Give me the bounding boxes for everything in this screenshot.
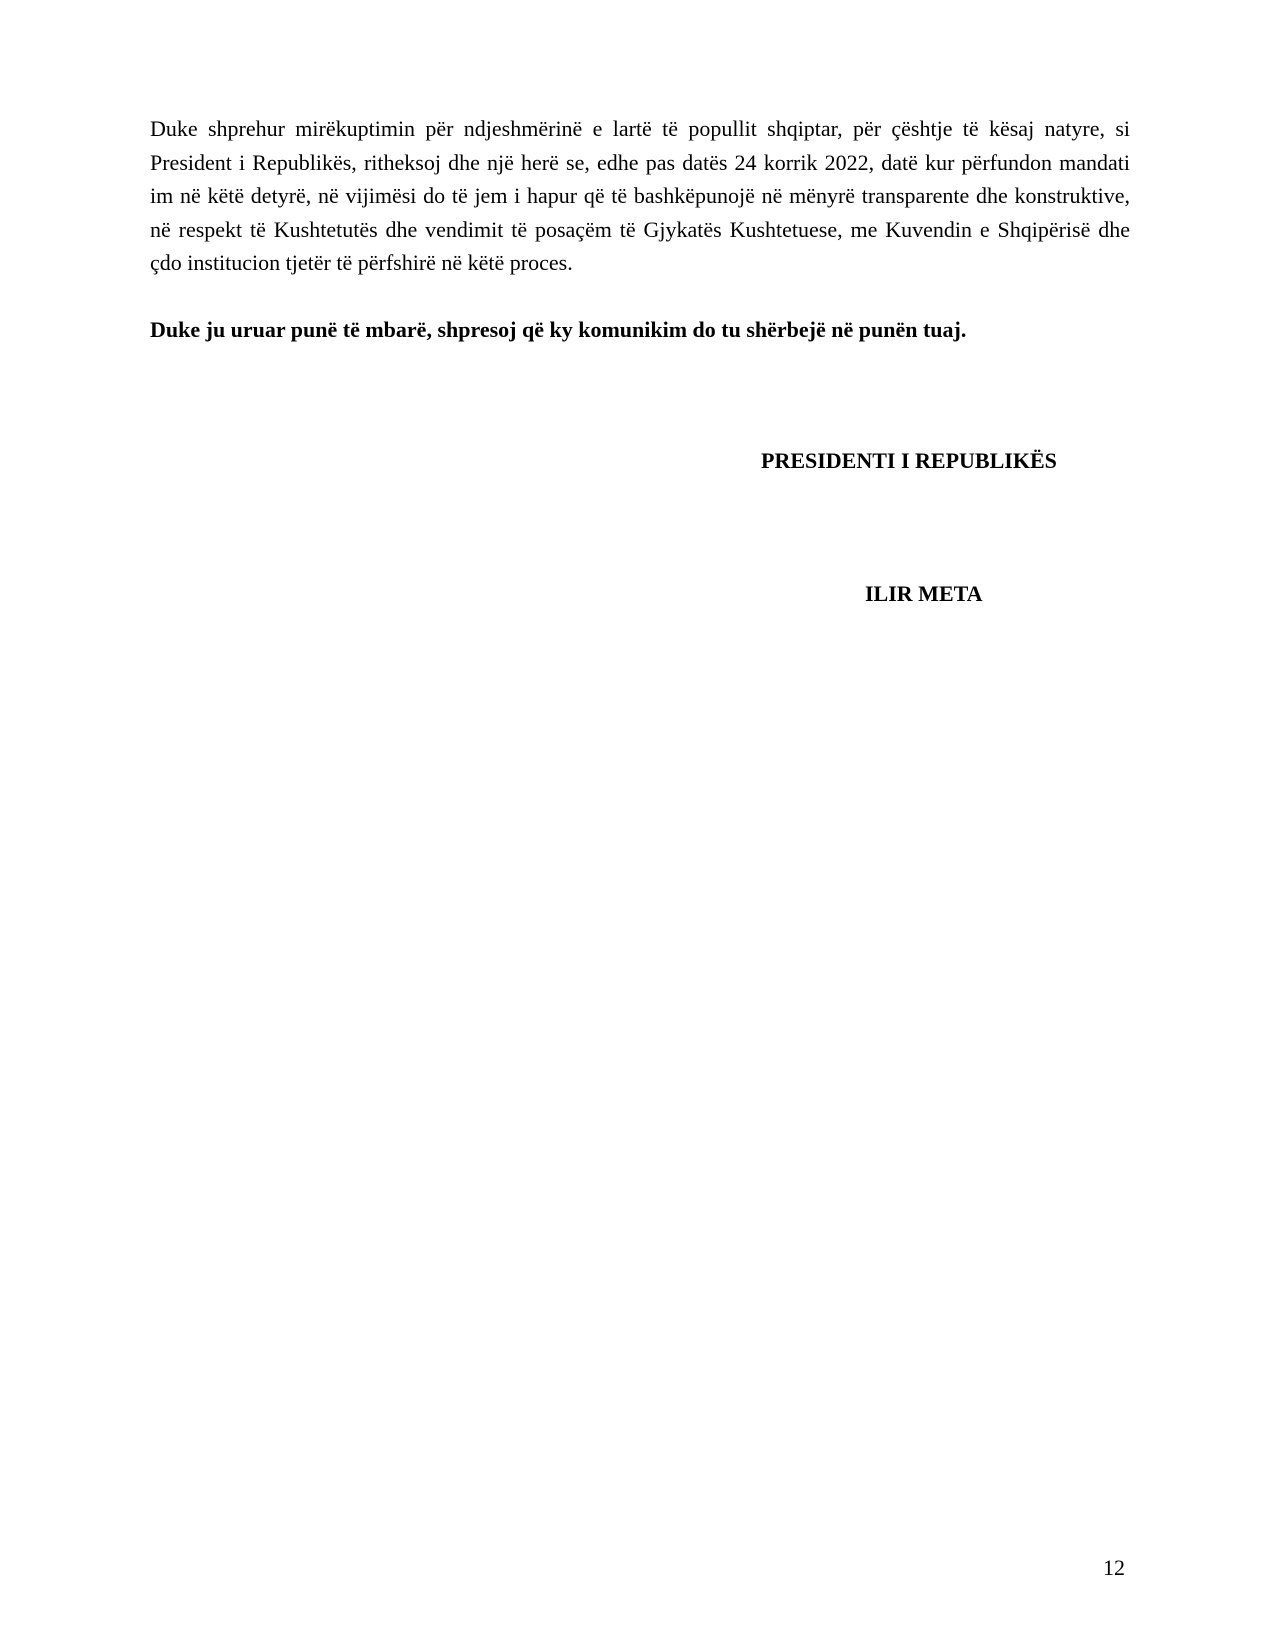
closing-statement: Duke ju uruar punë të mbarë, shpresoj që ky komunikim do tu shërbejë në punën tuaj. — [150, 317, 967, 342]
body-paragraph: Duke shprehur mirëkuptimin për ndjeshmërinë e lartë të popullit shqiptar, për çështje të kësaj natyre, si President i Republikës, ritheksoj dhe një herë se, edhe pas datës 24 korrik 2022, datë kur përfundon mandati im në këtë detyrë, në vijimësi do të jem i hapur që të bashkëpunojë në mënyrë transparente dhe konstruktive, në respekt të Kushtetutës dhe vendimit të posaçëm të Gjykatës Kushtetuese, me Kuvendin e Shqipërisë dhe çdo institucion tjetër të përfshirë në këtë proces. — [150, 116, 1130, 275]
signature-title: PRESIDENTI I REPUBLIKËS — [761, 448, 1057, 473]
page-number: 12 — [1103, 1555, 1125, 1580]
signature-name: ILIR META — [865, 581, 983, 606]
